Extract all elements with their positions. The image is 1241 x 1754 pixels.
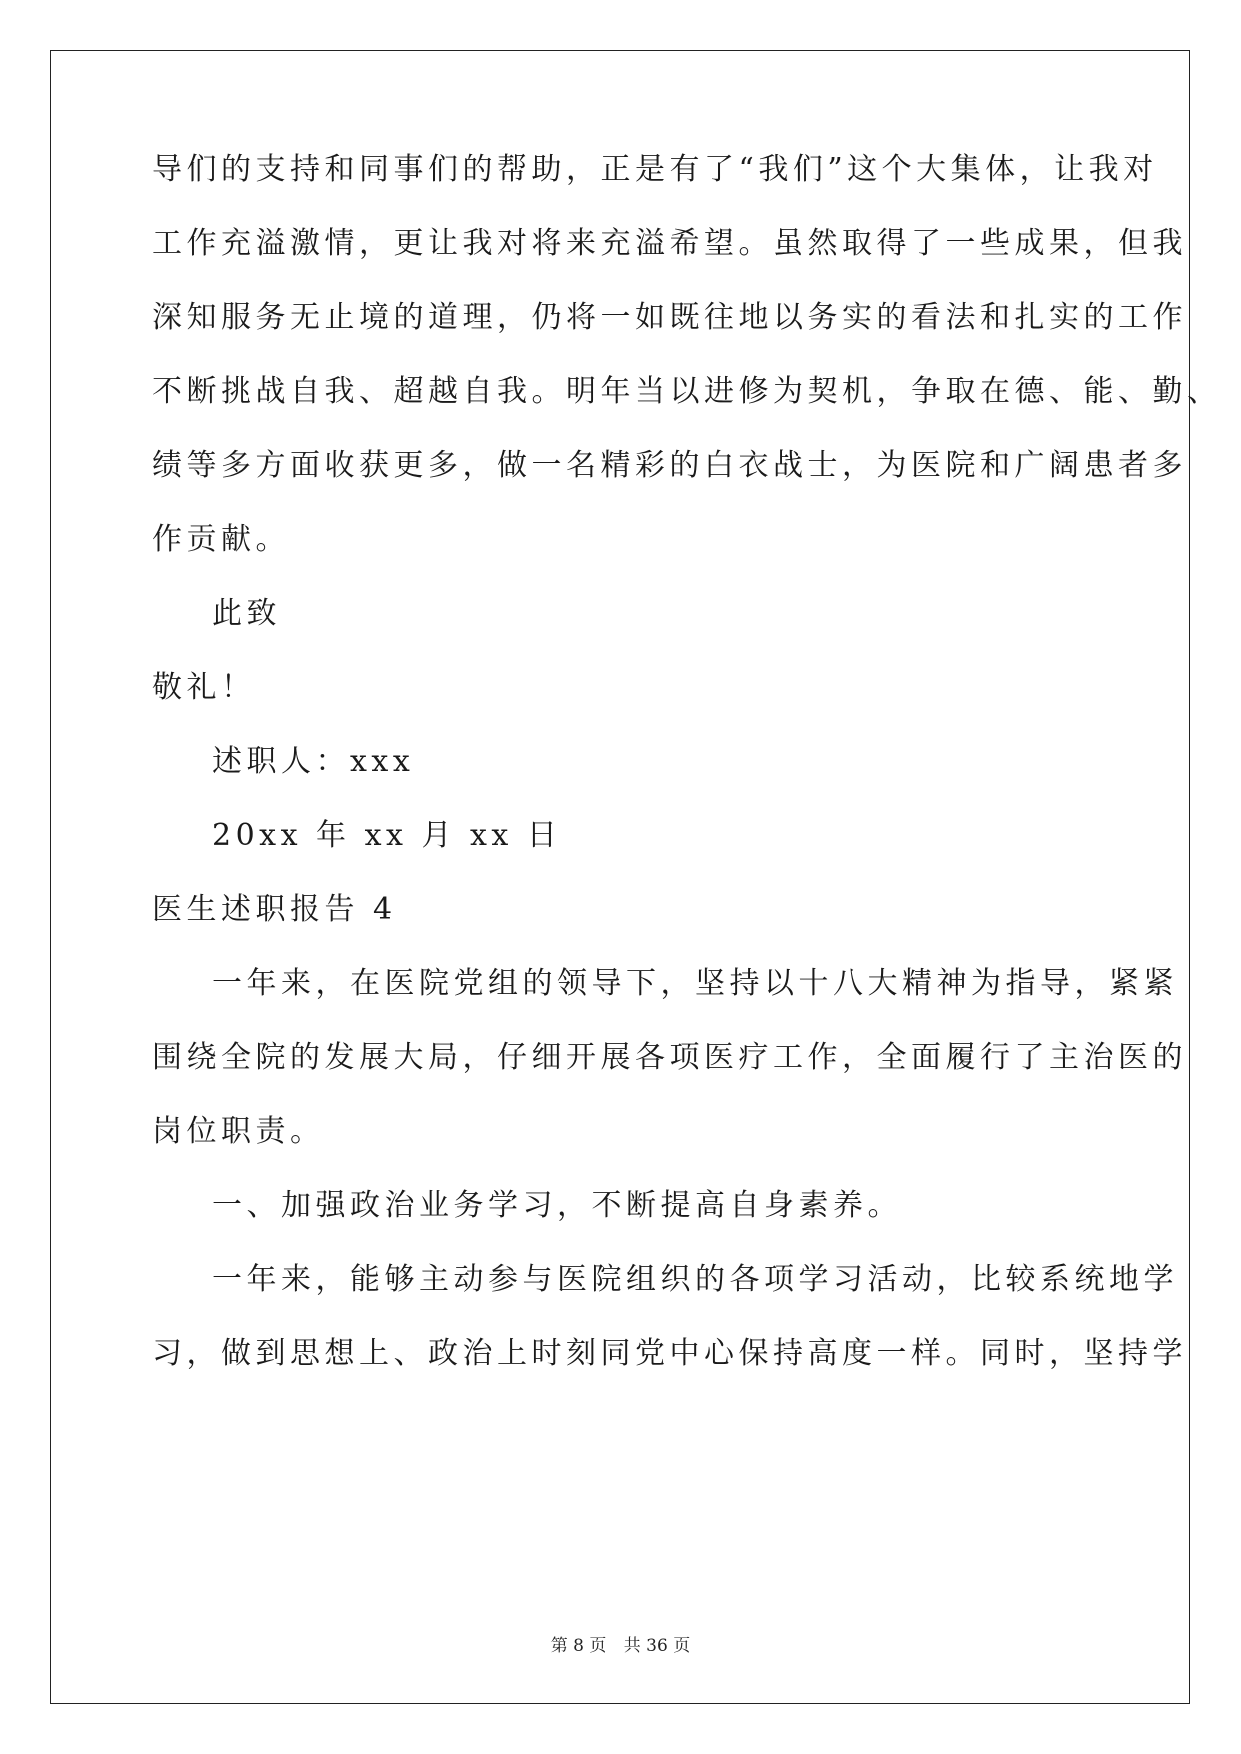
body-text-line: 深知服务无止境的道理，仍将一如既往地以务实的看法和扎实的工作 [152, 300, 1187, 335]
page-total: 共 36 页 [623, 1636, 691, 1656]
body-text-line: 岗位职责。 [152, 1114, 325, 1149]
body-text-line: 绩等多方面收获更多，做一名精彩的白衣战士，为医院和广阔患者多 [152, 448, 1187, 483]
body-text-line: 一年来，在医院党组的领导下，坚持以十八大精神为指导，紧紧 [212, 966, 1178, 1001]
section-title: 医生述职报告 4 [152, 892, 397, 927]
body-text-line: 习，做到思想上、政治上时刻同党中心保持高度一样。同时，坚持学 [152, 1336, 1187, 1371]
body-text-line: 一年来，能够主动参与医院组织的各项学习活动，比较系统地学 [212, 1262, 1178, 1297]
body-text-line: 作贡献。 [152, 522, 290, 557]
page-number: 第 8 页 [550, 1636, 607, 1656]
body-text-line: 不断挑战自我、超越自我。明年当以进修为契机，争取在德、能、勤、 [152, 374, 1222, 409]
body-text-line: 围绕全院的发展大局，仔细开展各项医疗工作，全面履行了主治医的 [152, 1040, 1187, 1075]
date-line: 20xx 年 xx 月 xx 日 [212, 818, 562, 853]
subsection-heading: 一、加强政治业务学习，不断提高自身素养。 [212, 1188, 902, 1223]
page-footer [0, 1634, 1241, 1658]
body-text-line: 导们的支持和同事们的帮助，正是有了“我们”这个大集体，让我对 [152, 152, 1158, 187]
closing-salutation: 此致 [212, 596, 281, 631]
body-text-line: 工作充溢激情，更让我对将来充溢希望。虽然取得了一些成果，但我 [152, 226, 1187, 261]
signatory-line: 述职人：xxx [212, 744, 415, 779]
closing-respect: 敬礼！ [152, 670, 256, 705]
